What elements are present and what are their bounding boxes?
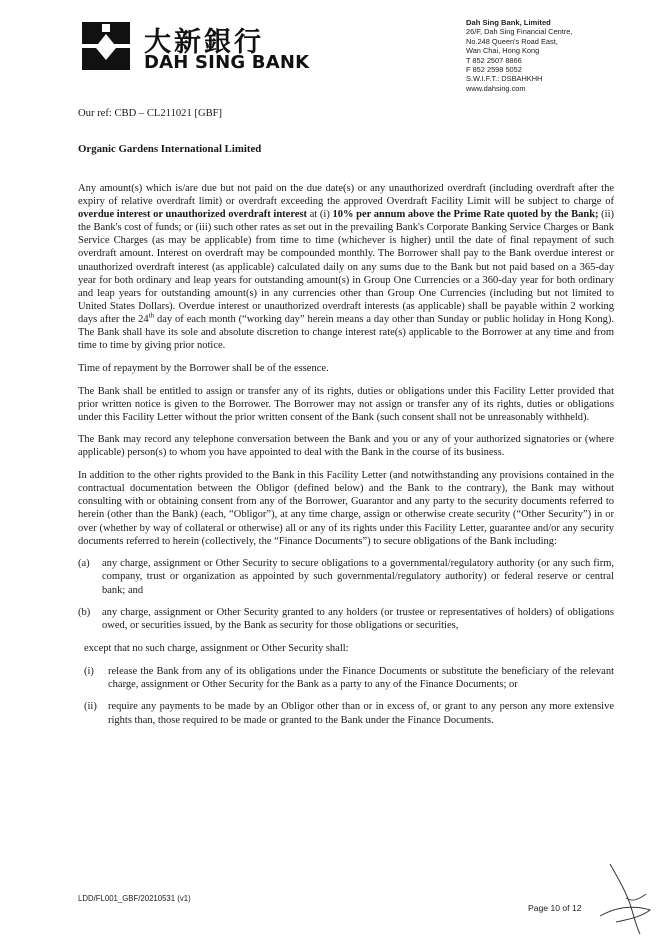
security-paragraph: In addition to the other rights provided to the Bank in this Facility Letter (and notwithstanding any provisions contained in the contractual documentation between the Obligor (defined below) and the Bank to the contrary), the Bank may without consulting with or obtaining consent from any of the Borrower, Guarantor and any party to the security documents referred to herein (other than the Bank) (each, “Obligor”), at any time charge, assign or otherwise create security (“Other Security”) in or over (whether by way of collateral or otherwise) all or any of its rights under this Facility Letter, guarantee and/or any security documents referred to herein (collectively, the “Finance Documents”) to secure obligations of the Bank including: xyxy=(78,470,614,547)
address-line: No.248 Queen's Road East, xyxy=(466,36,558,46)
list-item-label: (i) xyxy=(84,665,94,677)
addressee-name: Organic Gardens International Limited xyxy=(78,143,262,155)
text-run: (ii) the Bank's cost of funds; or (iii) such other rates as set out in the prevailing Bank's Corporate Banking Service Charges or Bank Service Charges (as may be applicable) from time to time (whichever is higher) until the date of final repayment of such overdraft amount. Interest on overdraft may be compounded monthly. The Borrower shall pay to the Bank overdue interest or unauthorized overdraft interest (as applicable) calculated daily on any sums due to the Bank but not paid based on a 365-day year for both ordinary and leap years for outstanding amount(s) in Group One Currencies or a 360-day year for both ordinary and leap years for outstanding amount(s) in any currencies other than Group One Currencies (including but not limited to United States Dollars). Overdue interest or unauthorized overdraft interests (as applicable) shall be payable within 2 working days after the 24 xyxy=(78,209,615,325)
logo-chinese-name: 大新銀行 xyxy=(144,27,264,58)
address-website: www.dahsing.com xyxy=(466,83,526,93)
dah-sing-logo-icon xyxy=(78,20,134,72)
list-item-label: (a) xyxy=(78,558,90,570)
list-item-text: release the Bank from any of its obligations under the Finance Documents or substitute the beneficiary of the relevant charge, assignment or Other Security for the Bank as a party to any of the Finance Documents; or xyxy=(108,665,614,690)
exception-intro: except that no such charge, assignment or Other Security shall: xyxy=(84,642,349,654)
list-item xyxy=(84,665,614,691)
signature-mark-icon xyxy=(596,858,656,938)
superscript: th xyxy=(148,311,155,320)
repayment-paragraph: Time of repayment by the Borrower shall be of the essence. xyxy=(78,362,329,374)
bold-text-run: overdue interest or unauthorized overdraft interest xyxy=(78,209,308,221)
address-line: 26/F, Dah Sing Financial Centre, xyxy=(466,27,573,37)
bold-text-run: 10% per annum above the Prime Rate quoted by the Bank; xyxy=(332,209,599,221)
list-item xyxy=(78,606,614,632)
text-run: day of each month (“working day” herein means a day other than Sunday or public holiday in Hong Kong). The Bank shall have its sole and absolute discretion to change interest rate(s) applicable to the Borrower at any time and from time to time by giving prior notice. xyxy=(78,313,614,352)
bank-address-block xyxy=(466,18,656,93)
assignment-paragraph: The Bank shall be entitled to assign or transfer any of its rights, duties or obligations under this Facility Letter provided that prior written notice is given to the Borrower. The Borrower may not assign or transfer any of its rights, duties or obligations under this Facility Letter without the prior written consent of the Bank (such consent shall not be unreasonably withheld). xyxy=(78,385,614,423)
overdue-interest-paragraph xyxy=(78,182,614,352)
list-item-label: (b) xyxy=(78,607,91,619)
logo-english-name: DAH SING BANK xyxy=(144,52,310,73)
address-phone: T 852 2507 8866 xyxy=(466,55,522,65)
address-fax: F 852 2598 5052 xyxy=(466,65,522,75)
text-run: Any amount(s) which is/are due but not paid on the due date(s) or any unauthorized overdraft (including overdraft after the expiry of relative overdraft limit) or overdraft exceeding the approved Overdraft Facility Limit will be subject to charge of xyxy=(78,183,614,208)
list-item-text: any charge, assignment or Other Security granted to any holders (or trustee or representatives of holders) of obligations owed, or securities issued, by the Bank as security for those obligations or securities, xyxy=(102,607,614,632)
document-code: LDD/FL001_GBF/20210531 (v1) xyxy=(78,894,191,903)
recording-paragraph: The Bank may record any telephone conversation between the Bank and you or any of your authorized signatories or (where applicable) person(s) to whom you have appointed to deal with the Bank in the course of its business. xyxy=(78,434,614,459)
list-item-text: any charge, assignment or Other Security to secure obligations to a governmental/regulatory authority (or any such firm, company, trust or organization as appointed by such governmental/regulatory authority) or federal reserve or central bank; and xyxy=(102,558,614,596)
our-reference: Our ref: CBD – CL211021 [GBF] xyxy=(78,108,223,119)
list-item-text: require any payments to be made by an Obligor other than or in excess of, or grant to any person any more extensive rights than, those required to be made or granted to the Bank under the Finance Documents. xyxy=(108,701,614,726)
address-bank-name: Dah Sing Bank, Limited xyxy=(466,18,551,27)
list-item xyxy=(84,700,614,726)
address-swift: S.W.I.F.T.: DSBAHKHH xyxy=(466,74,543,84)
list-item xyxy=(78,557,614,596)
bank-logo xyxy=(78,20,310,76)
text-run: at (i) xyxy=(307,209,333,221)
address-line: Wan Chai, Hong Kong xyxy=(466,46,540,56)
list-item-label: (ii) xyxy=(84,701,97,713)
page-number: Page 10 of 12 xyxy=(528,903,582,913)
letter-body xyxy=(78,182,614,736)
